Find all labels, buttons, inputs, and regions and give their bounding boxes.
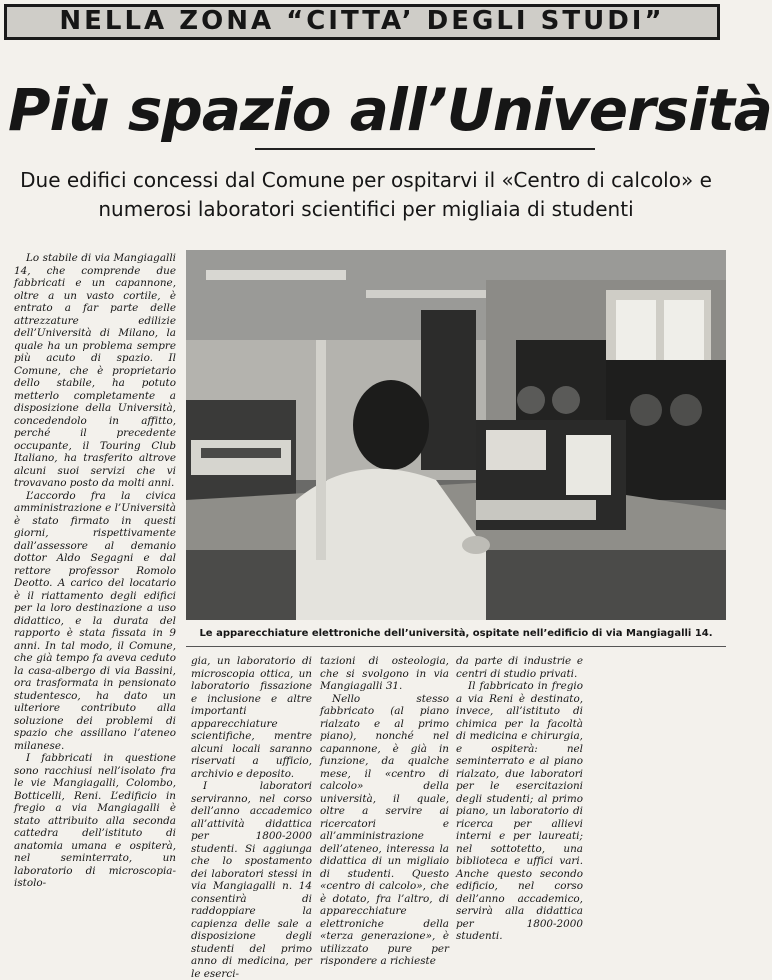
headline-rule <box>255 148 595 150</box>
caption-rule <box>186 646 726 647</box>
paragraph: da parte di industrie e centri di studio privati. <box>456 655 583 680</box>
article-column-1 <box>14 252 176 892</box>
photo-illustration <box>186 250 726 620</box>
kicker-banner: NELLA ZONA “CITTA’ DEGLI STUDI” <box>4 4 720 40</box>
paragraph: gia, un laboratorio di microscopia ottica, un laboratorio fissazione e inclusione e altre importanti apparecchiature scientifiche, mentre alcuni locali saranno riservati a ufficio, archivio e deposito. <box>191 655 312 780</box>
article-column-4 <box>456 655 583 942</box>
paragraph: Nello stesso fabbricato (al piano rialzato e al primo piano), nonché nel capannone, è già in funzione, da qualche mese, il «centro di calcolo» della università, il quale, oltre a servire ai ricercatori e all’amministrazione dell’ateneo, interessa la didattica di un migliaio di studenti. Questo «centro di calcolo», che è dotato, fra l’altro, di apparecchiature elettroniche della «terza generazione», è utilizzato pure per rispondere a richieste <box>320 692 449 967</box>
photo-caption: Le apparecchiature elettroniche dell’università, ospitate nell’edificio di via Mangiagalli 14. <box>199 628 713 639</box>
subheadline: Due edifici concessi dal Comune per ospitarvi il «Centro di calcolo» e numerosi laboratori scientifici per migliaia di studenti <box>20 168 712 221</box>
paragraph: tazioni di osteologia, che si svolgono in via Mangiagalli 31. <box>320 655 449 692</box>
paragraph: L’accordo fra la civica amministrazione e l’Università è stato firmato in questi giorni, rispettivamente dall’assessore al demanio dottor Aldo Segagni e dal rettore professor Romolo Deotto. A carico del locatario è il riattamento degli edifici per la loro destinazione a uso didattico, e la durata del rapporto è stata fissata in 9 anni. In tal modo, il Comune, che già tempo fa aveva ceduto la casa-albergo di via Bassini, ora trasformata in pensionato studentesco, ha dato un ulteriore contributo alla soluzione dei problemi di spazio che assillano l’ateneo milanese. <box>14 489 176 752</box>
computer-room-photo <box>186 250 726 620</box>
paragraph: I laboratori serviranno, nel corso dell’anno accademico all’attività didattica per 1800-2000 studenti. Si aggiunga che lo spostamento dei laboratori stessi in via Mangiagalli n. 14 consentirà di raddoppiare la capienza delle sale a disposizione degli studenti del primo anno di medicina, per le eserci- <box>191 780 312 980</box>
paragraph: Il fabbricato in fregio a via Reni è destinato, invece, all’istituto di chimica per la facoltà di medicina e chirurgia, e ospiterà: nel seminterrato e al piano rialzato, due laboratori per le esercitazioni degli studenti; al primo piano, un laboratorio di ricerca per allievi interni e per laureati; nel sottotetto, una biblioteca e uffici vari. Anche questo secondo edificio, nel corso dell’anno accademico, servirà alla didattica per 1800-2000 studenti. <box>456 680 583 942</box>
article-column-3 <box>320 655 449 967</box>
headline: Più spazio all’Università <box>8 76 772 144</box>
article-column-2 <box>191 655 312 980</box>
paragraph: Lo stabile di via Mangiagalli 14, che comprende due fabbricati e un capannone, oltre a un vasto cortile, è entrato a far parte delle attrezzature edilizie dell’Università di Milano, la quale ha un problema sempre più acuto di spazio. Il Comune, che è proprietario dello stabile, ha potuto metterlo completamente a disposizione della Università, concedendolo in affitto, perché il precedente occupante, il Touring Club Italiano, ha trasferito altrove alcuni suoi servizi che vi trovavano posto da molti anni. <box>14 252 176 489</box>
paragraph: I fabbricati in questione sono racchiusi nell’isolato fra le vie Mangiagalli, Colombo, Botticelli, Reni. L’edificio in fregio a via Mangiagalli è stato attribuito alla seconda cattedra dell’istituto di anatomia umana e ospiterà, nel seminterrato, un laboratorio di microscopia-istolo- <box>14 752 176 889</box>
